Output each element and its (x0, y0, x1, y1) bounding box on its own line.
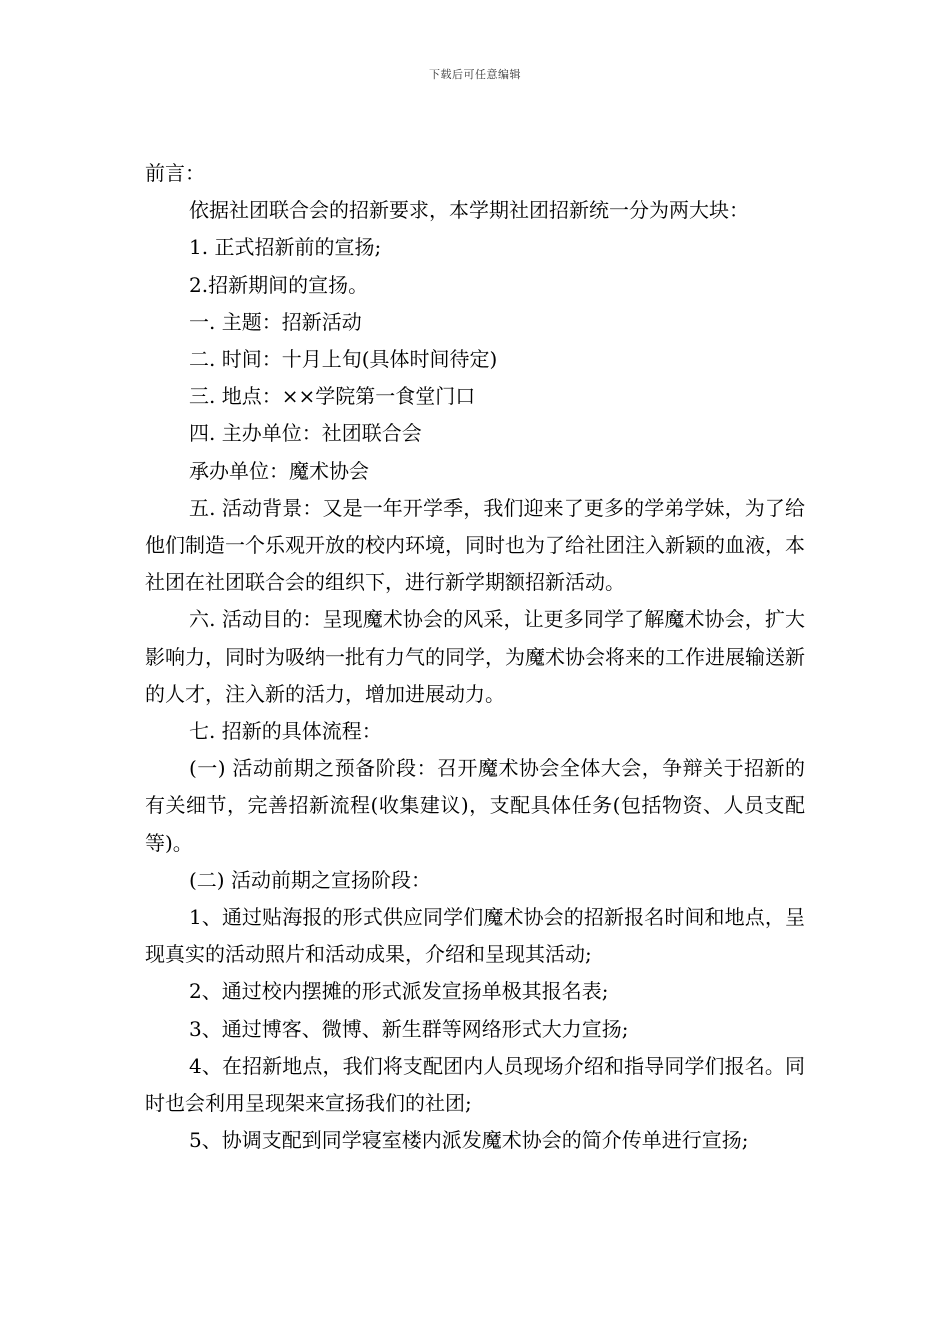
page-header: 下载后可任意编辑 (429, 68, 521, 81)
document-body (145, 155, 805, 1159)
section-location: 三. 地点：××学院第一食堂门口 (189, 384, 476, 409)
paragraph: 依据社团联合会的招新要求，本学期社团招新统一分为两大块： (189, 198, 749, 223)
section-co-organizer: 承办单位：魔术协会 (189, 458, 369, 483)
list-item: 1、通过贴海报的形式供应同学们魔术协会的招新报名时间和地点，呈现真实的活动照片和活动成果，介绍和呈现其活动; (145, 905, 805, 967)
section-process: 七. 招新的具体流程： (189, 719, 382, 744)
section-theme: 一. 主题：招新活动 (189, 309, 362, 334)
list-item: 2.招新期间的宣扬。 (189, 272, 369, 297)
section-time: 二. 时间：十月上旬(具体时间待定) (189, 347, 498, 372)
list-item: 3、通过博客、微博、新生群等网络形式大力宣扬; (189, 1016, 629, 1041)
section-purpose: 六. 活动目的：呈现魔术协会的风采，让更多同学了解魔术协会，扩大影响力，同时为吸纳一批有力气的同学，为魔术协会将来的工作进展输送新的人才，注入新的活力，增加进展动力。 (145, 607, 805, 706)
section-organizer: 四. 主办单位：社团联合会 (189, 421, 422, 446)
subsection-preparation: (一) 活动前期之预备阶段：召开魔术协会全体大会，争辩关于招新的有关细节，完善招新流程(收集建议)，支配具体任务(包括物资、人员支配等)。 (145, 756, 805, 855)
preface-heading: 前言： (145, 161, 205, 185)
list-item: 1. 正式招新前的宣扬; (189, 235, 382, 260)
list-item: 2、通过校内摆摊的形式派发宣扬单极其报名表; (189, 979, 609, 1004)
subsection-publicity: (二) 活动前期之宣扬阶段： (189, 867, 431, 892)
list-item: 5、协调支配到同学寝室楼内派发魔术协会的简介传单进行宣扬; (189, 1128, 749, 1153)
section-background: 五. 活动背景：又是一年开学季，我们迎来了更多的学弟学妹，为了给他们制造一个乐观开放的校内环境，同时也为了给社团注入新颖的血液，本社团在社团联合会的组织下，进行新学期额招新活动。 (145, 495, 805, 595)
list-item: 4、在招新地点，我们将支配团内人员现场介绍和指导同学们报名。同时也会利用呈现架来宣扬我们的社团; (145, 1053, 805, 1116)
